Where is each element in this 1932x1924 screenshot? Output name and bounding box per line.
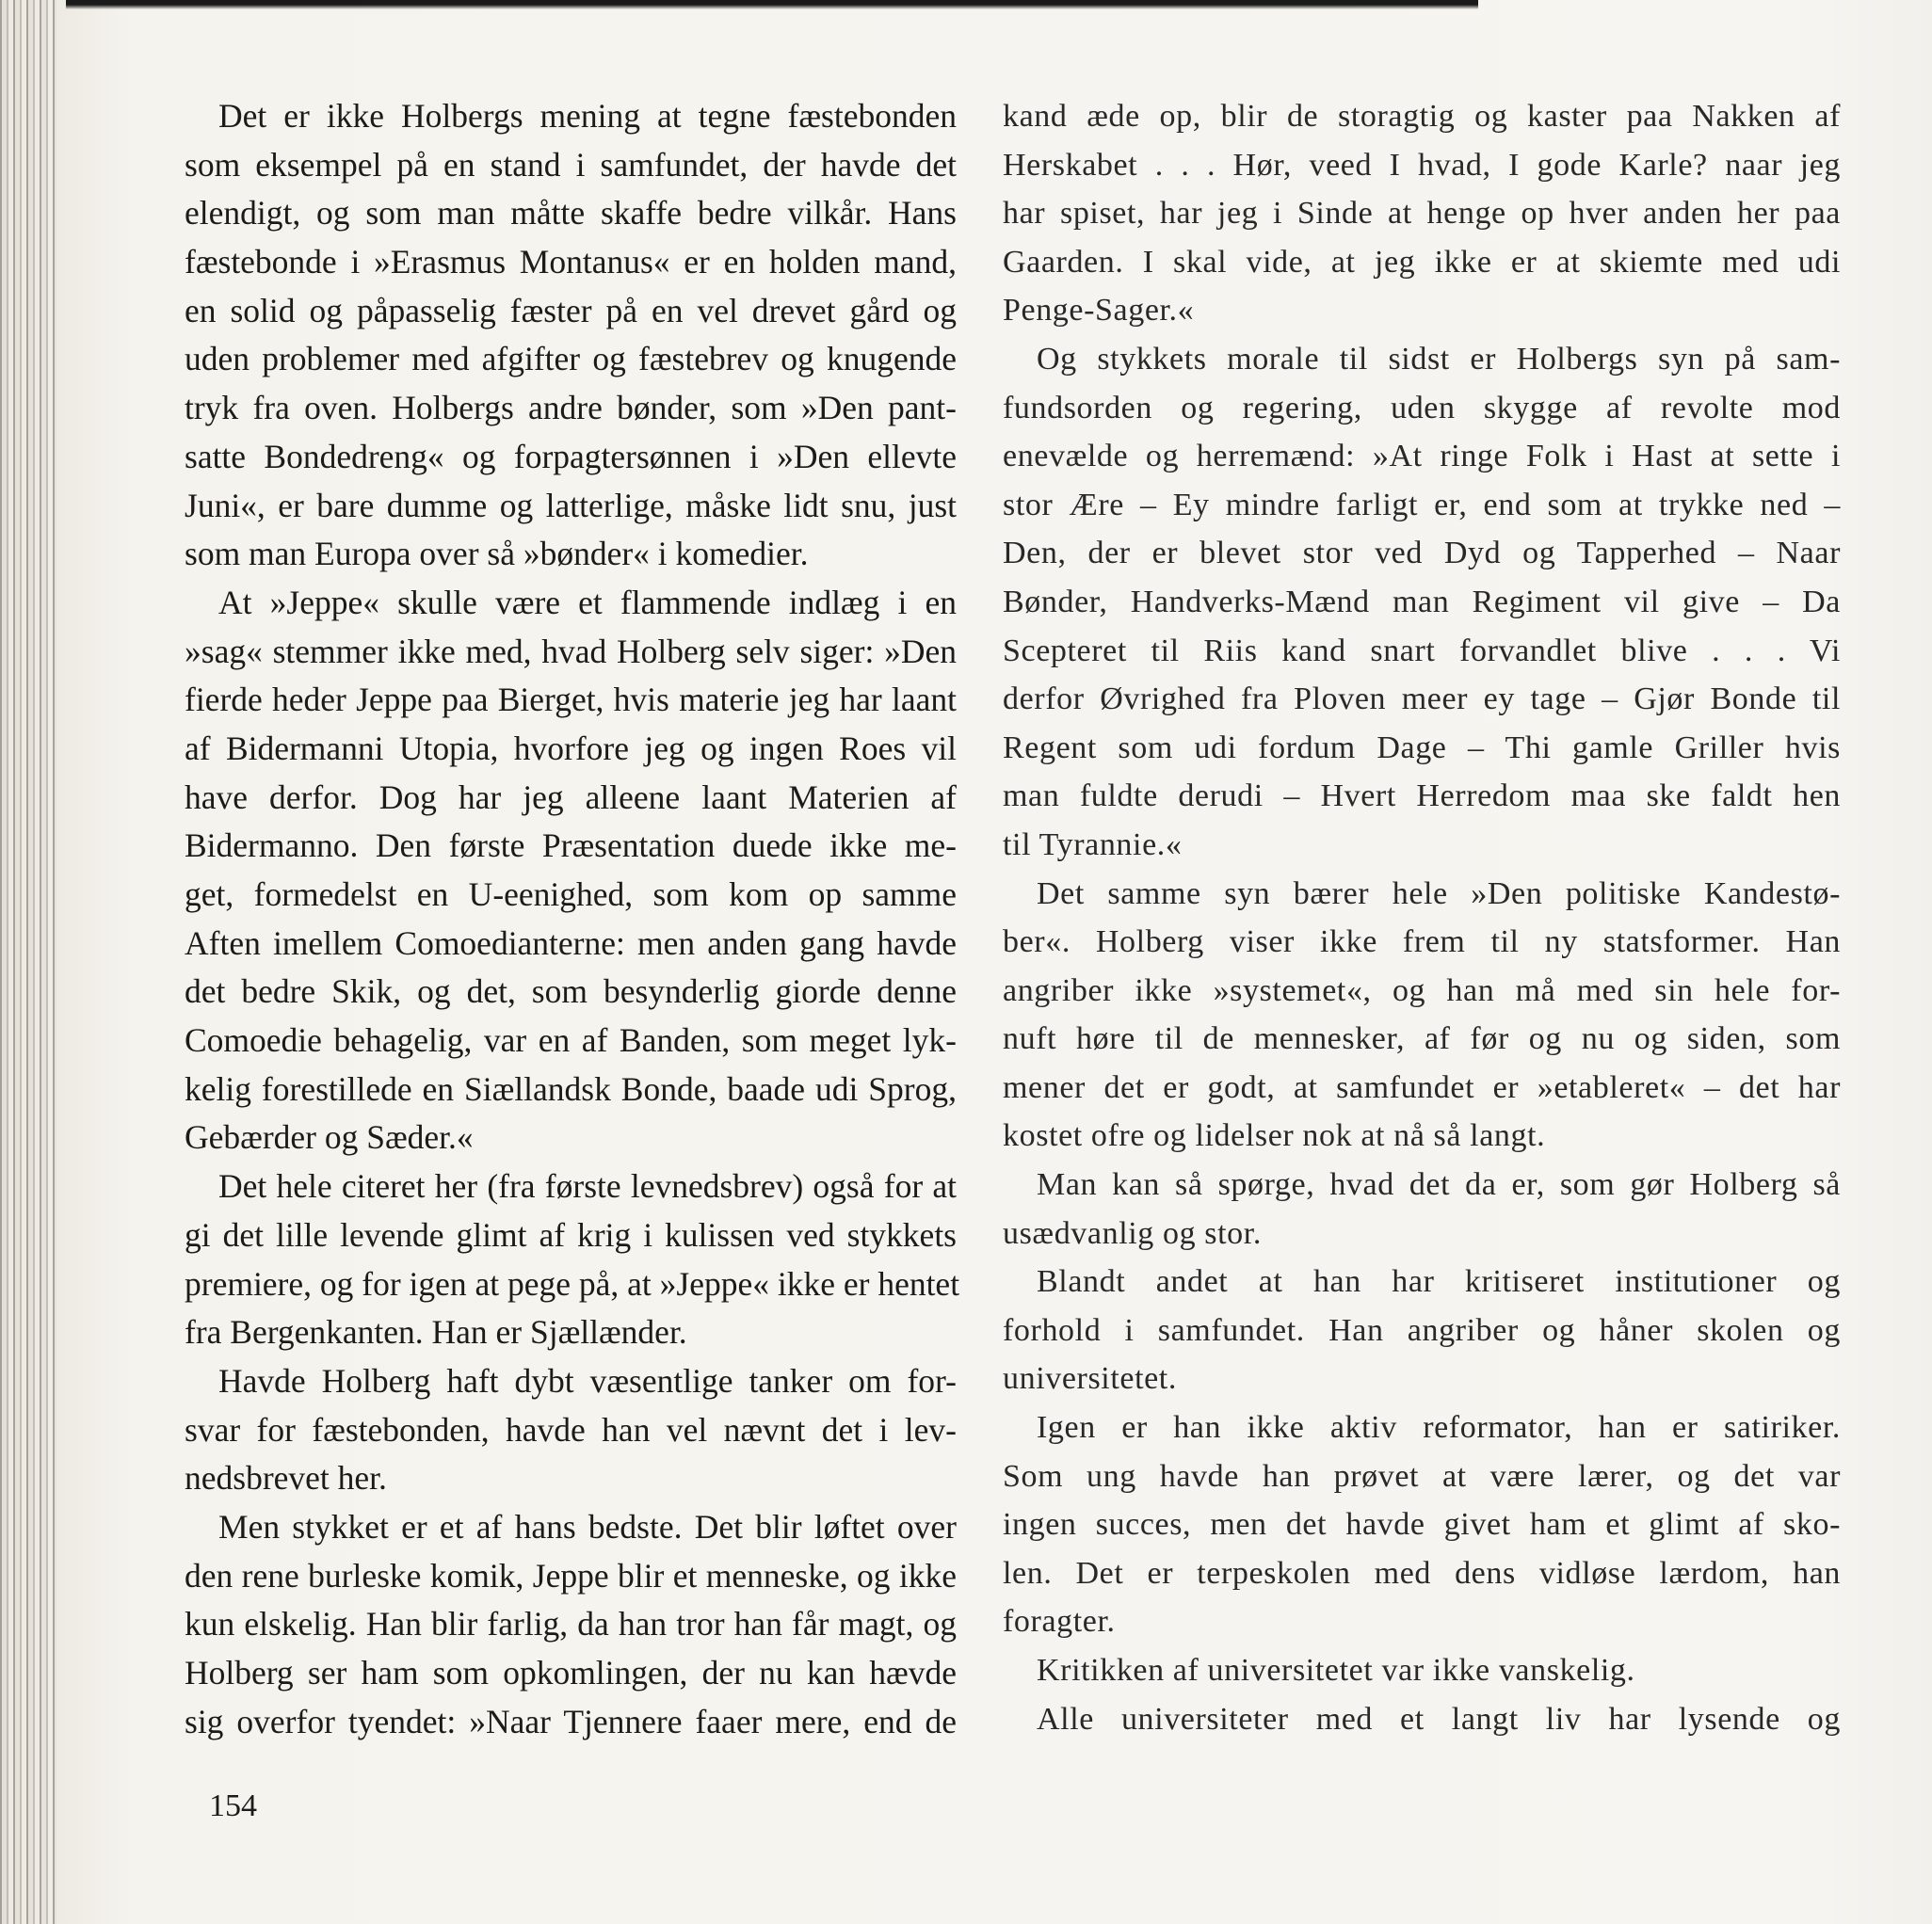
book-binding-edge	[0, 0, 56, 1924]
text-line: Penge-Sager.«	[1003, 293, 1195, 329]
text-line: Gebærder og Sæder.«	[185, 1118, 474, 1157]
text-line: fæstebonde i »Erasmus Montanus« er en holden mand,	[185, 243, 957, 281]
text-line: Scepteret til Riis kand snart forvandlet blive . . . Vi	[1003, 633, 1841, 668]
text-line: det bedre Skik, og det, som besynderlig giorde denne	[185, 972, 957, 1011]
text-line: kelig forestillede en Siællandsk Bonde, baade udi Sprog,	[185, 1069, 957, 1108]
text-line: Men stykket er et af hans bedste. Det blir løftet over	[218, 1507, 957, 1546]
text-line: har spiset, har jeg i Sinde at henge op hver anden her paa	[1003, 196, 1841, 232]
right-text-column	[1003, 92, 1841, 1743]
text-line: Kritikken af universitetet var ikke vanskelig.	[1037, 1653, 1635, 1688]
text-line: derfor Øvrighed fra Ploven meer ey tage – Gjør Bonde til	[1003, 681, 1841, 717]
text-line: mener det er godt, at samfundet er »etableret« – det har	[1003, 1069, 1841, 1105]
text-line: kun elskelig. Han blir farlig, da han tror han får magt, og	[185, 1605, 957, 1643]
text-line: Bønder, Handverks-Mænd man Regiment vil give – Da	[1003, 584, 1841, 619]
text-line: usædvanlig og stor.	[1003, 1215, 1262, 1251]
text-line: have derfor. Dog har jeg alleene laant Materien af	[185, 778, 957, 816]
text-line: nuft høre til de mennesker, af før og nu og siden, som	[1003, 1021, 1841, 1057]
text-line: Juni«, er bare dumme og latterlige, måske lidt snu, just	[185, 486, 957, 524]
text-line: sig overfor tyendet: »Naar Tjennere faaer mere, end de	[185, 1702, 957, 1740]
text-line: Comoedie behagelig, var en af Banden, som meget lyk-	[185, 1021, 957, 1060]
text-line: At »Jeppe« skulle være et flammende indlæg i en	[218, 583, 957, 621]
text-line: tryk fra oven. Holbergs andre bønder, som »Den pant-	[185, 389, 957, 427]
text-line: gi det lille levende glimt af krig i kulissen ved stykkets	[185, 1215, 957, 1254]
text-line: len. Det er terpeskolen med dens vidløse lærdom, han	[1003, 1555, 1841, 1591]
text-line: Bidermanno. Den første Præsentation duede ikke me-	[185, 826, 957, 865]
text-line: fierde heder Jeppe paa Bierget, hvis materie jeg har laant	[185, 681, 957, 719]
text-line: til Tyrannie.«	[1003, 826, 1183, 862]
text-line: en solid og påpasselig fæster på en vel drevet gård og	[185, 291, 957, 329]
text-line: nedsbrevet her.	[185, 1459, 387, 1498]
text-line: foragter.	[1003, 1604, 1116, 1640]
text-line: kand æde op, blir de storagtig og kaster paa Nakken af	[1003, 99, 1841, 134]
text-line: »sag« stemmer ikke med, hvad Holberg selv siger: »Den	[185, 632, 957, 670]
text-line: Havde Holberg haft dybt væsentlige tanker om for-	[218, 1361, 957, 1400]
text-line: universitetet.	[1003, 1361, 1177, 1397]
text-line: Holberg ser ham som opkomlingen, der nu kan hævde	[185, 1654, 957, 1692]
text-line: den rene burleske komik, Jeppe blir et menneske, og ikke	[185, 1556, 957, 1595]
text-line: angriber ikke »systemet«, og han må med sin hele for-	[1003, 972, 1841, 1008]
text-line: Aften imellem Comoedianterne: men anden gang havde	[185, 923, 957, 962]
text-line: Man kan så spørge, hvad det da er, som gør Holberg så	[1037, 1167, 1841, 1203]
text-line: ber«. Holberg viser ikke frem til ny statsformer. Han	[1003, 924, 1841, 960]
text-line: svar for fæstebonden, havde han vel nævnt det i lev-	[185, 1410, 957, 1449]
text-line: uden problemer med afgifter og fæstebrev og knugende	[185, 340, 957, 378]
text-line: get, formedelst en U-eenighed, som kom op samme	[185, 875, 957, 913]
text-line: Den, der er blevet stor ved Dyd og Tapperhed – Naar	[1003, 536, 1841, 571]
text-line: som eksempel på en stand i samfundet, der havde det	[185, 145, 957, 184]
text-line: ingen succes, men det havde givet ham et glimt af sko-	[1003, 1507, 1841, 1543]
left-text-column	[185, 92, 960, 1746]
text-line: Som ung havde han prøvet at være lærer, og det var	[1003, 1458, 1841, 1494]
text-line: man fuldte derudi – Hvert Herredom maa ske faldt hen	[1003, 778, 1841, 814]
text-line: Gaarden. I skal vide, at jeg ikke er at skiemte med udi	[1003, 244, 1841, 280]
text-line: fundsorden og regering, uden skygge af revolte mod	[1003, 390, 1841, 425]
text-line: Det samme syn bærer hele »Den politiske Kandestø-	[1037, 875, 1841, 911]
text-line: Igen er han ikke aktiv reformator, han er satiriker.	[1037, 1410, 1841, 1446]
text-line: forhold i samfundet. Han angriber og håner skolen og	[1003, 1312, 1841, 1348]
text-line: Alle universiteter med et langt liv har lysende og	[1037, 1701, 1841, 1737]
text-line: Det er ikke Holbergs mening at tegne fæstebonden	[218, 97, 957, 135]
text-line: kostet ofre og lidelser nok at nå så langt.	[1003, 1118, 1546, 1154]
page-number: 154	[209, 1788, 257, 1823]
text-line: Det hele citeret her (fra første levnedsbrev) også for at	[218, 1167, 957, 1206]
text-line: enevælde og herremænd: »At ringe Folk i Hast at sette i	[1003, 439, 1841, 474]
text-line: elendigt, og som man måtte skaffe bedre vilkår. Hans	[185, 194, 957, 232]
text-line: satte Bondedreng« og forpagtersønnen i »Den ellevte	[185, 437, 957, 475]
text-line: premiere, og for igen at pege på, at »Jeppe« ikke er hentet	[185, 1264, 960, 1303]
text-line: Regent som udi fordum Dage – Thi gamle Griller hvis	[1003, 730, 1841, 765]
text-line: Og stykkets morale til sidst er Holbergs syn på sam-	[1037, 341, 1841, 377]
text-line: Herskabet . . . Hør, veed I hvad, I gode Karle? naar jeg	[1003, 147, 1841, 183]
text-line: af Bidermanni Utopia, hvorfore jeg og ingen Roes vil	[185, 729, 957, 767]
text-line: som man Europa over så »bønder« i komedier.	[185, 535, 809, 573]
page-top-edge	[66, 0, 1478, 9]
text-line: fra Bergenkanten. Han er Sjællænder.	[185, 1313, 687, 1352]
text-line: stor Ære – Ey mindre farligt er, end som at trykke ned –	[1003, 487, 1841, 522]
text-line: Blandt andet at han har kritiseret institutioner og	[1037, 1264, 1841, 1300]
